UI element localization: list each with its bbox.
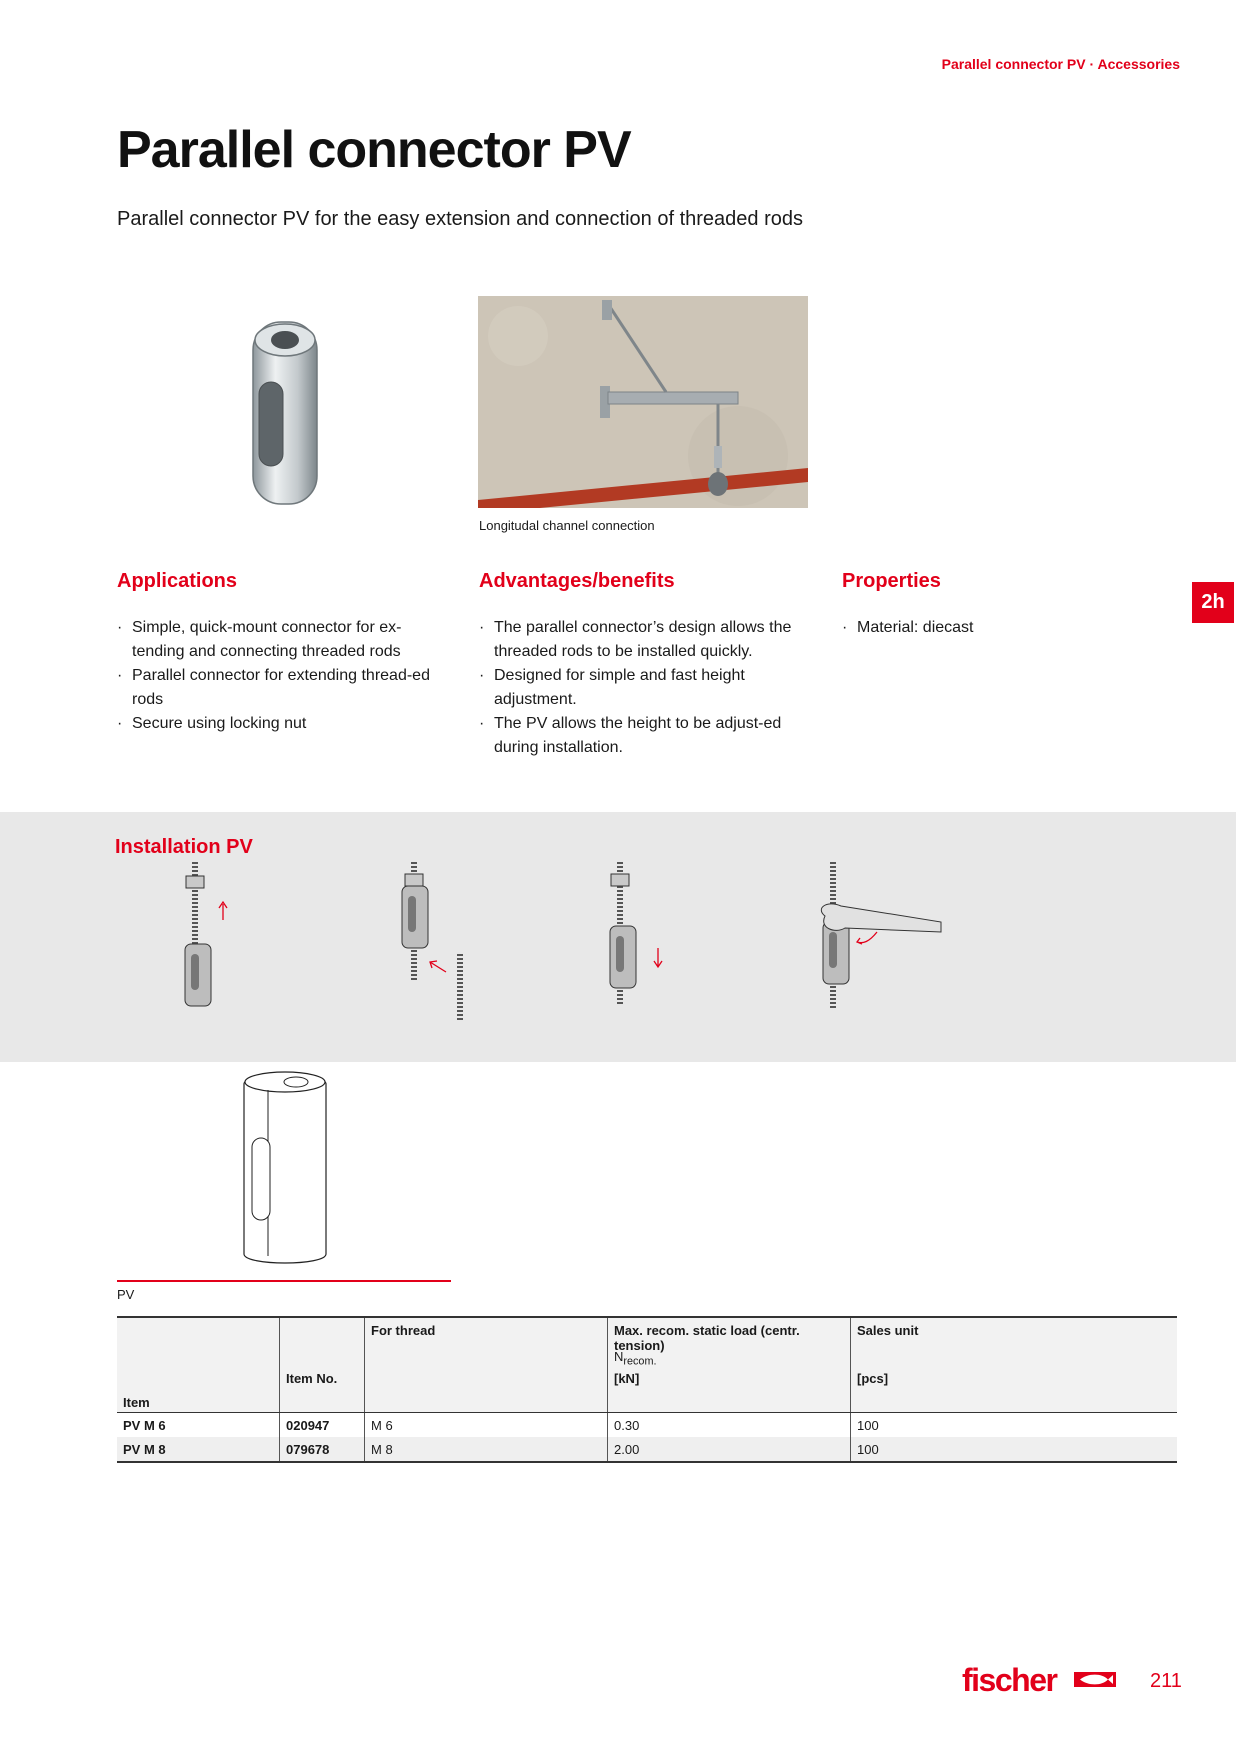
cell-load: 0.30	[608, 1413, 851, 1438]
table-row	[117, 1437, 1177, 1462]
brand-logo: fischer	[962, 1662, 1057, 1698]
list-item: · Parallel connector for extending thread-ed rods	[117, 664, 447, 712]
header-item-label: Item	[123, 1395, 150, 1410]
cell-item: PV M 6	[123, 1417, 166, 1433]
photo-caption: Longitudal channel connection	[479, 518, 655, 533]
cell-item-no: 079678	[280, 1437, 365, 1462]
page-title: Parallel connector PV	[117, 121, 631, 179]
page-number: 211	[1150, 1670, 1182, 1692]
list-item: · Simple, quick-mount connector for ex-tending and connecting threaded rods	[117, 616, 447, 664]
header-thread	[365, 1317, 608, 1413]
cell-thread: M 6	[365, 1413, 608, 1438]
header-thread-label: For thread	[371, 1323, 436, 1338]
list-item: · Secure using locking nut	[117, 712, 447, 736]
load-subscript: recom.	[623, 1355, 657, 1368]
cell-item-no: 020947	[280, 1413, 365, 1438]
list-item: · The parallel connector’s design allows the threaded rods to be installed quickly.	[479, 616, 819, 664]
brand-fish-icon	[1074, 1672, 1116, 1687]
table-row	[117, 1413, 1177, 1438]
page-subtitle: Parallel connector PV for the easy extension and connection of threaded rods	[117, 208, 803, 230]
advantages-list	[479, 616, 819, 760]
table-header-row	[117, 1317, 1177, 1413]
installation-step-1	[175, 862, 245, 1012]
list-item: · Material: diecast	[842, 616, 1142, 640]
load-symbol: N	[614, 1349, 624, 1364]
installation-step-3	[600, 862, 680, 1012]
header-load-symbol	[614, 1349, 656, 1368]
cell-thread: M 8	[365, 1437, 608, 1462]
header-sales-unit: [pcs]	[857, 1371, 889, 1386]
header-load	[608, 1317, 851, 1413]
installation-heading: Installation PV	[115, 836, 253, 858]
drawing-label: PV	[117, 1287, 135, 1302]
installation-step-2	[390, 862, 480, 1022]
installation-step-4	[805, 862, 945, 1012]
list-item: · Designed for simple and fast height adjustment.	[479, 664, 819, 712]
spec-table	[117, 1316, 1177, 1463]
header-item	[117, 1317, 280, 1413]
cell-sales: 100	[851, 1437, 1178, 1462]
cell-sales: 100	[851, 1413, 1178, 1438]
product-photo	[235, 310, 335, 510]
cell-load: 2.00	[608, 1437, 851, 1462]
applications-list	[117, 616, 447, 736]
header-load-label: Max. recom. static load (centr. tension)	[614, 1323, 800, 1353]
list-item: · The PV allows the height to be adjust-ed during installation.	[479, 712, 819, 760]
header-item-no-label: Item No.	[286, 1371, 338, 1386]
drawing-divider	[117, 1280, 451, 1282]
header-sales-label: Sales unit	[857, 1323, 919, 1338]
technical-drawing	[240, 1066, 330, 1270]
header-breadcrumb: Parallel connector PV · Accessories	[941, 56, 1180, 72]
application-photo	[478, 296, 808, 508]
header-item-no	[280, 1317, 365, 1413]
chapter-tab[interactable]: 2h	[1192, 582, 1234, 623]
header-sales	[851, 1317, 1178, 1413]
properties-list	[842, 616, 1142, 640]
header-load-unit: [kN]	[614, 1371, 640, 1386]
cell-item: PV M 8	[117, 1437, 280, 1462]
applications-heading: Applications	[117, 570, 238, 592]
advantages-heading: Advantages/benefits	[479, 570, 675, 592]
properties-heading: Properties	[842, 570, 941, 592]
